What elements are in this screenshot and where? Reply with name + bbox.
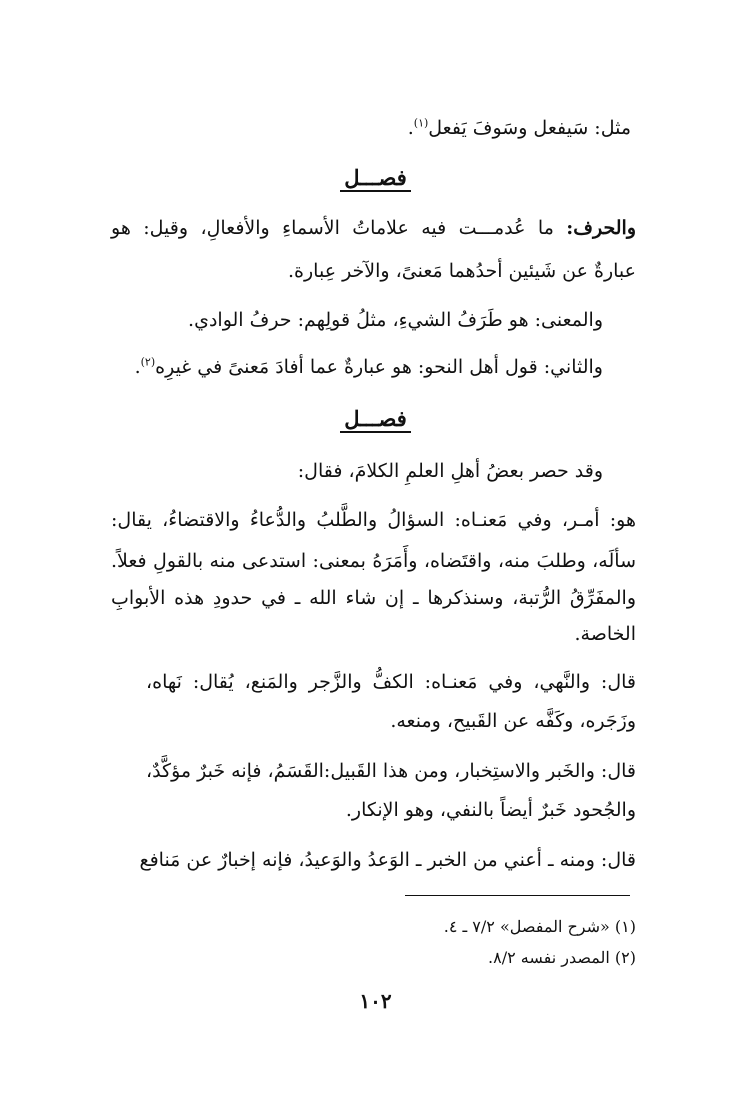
para-khabar-line-2: والجُحود خَبرٌ أيضاً بالنفي، وهو الإنكار.	[345, 799, 636, 821]
footnote-2: (٢) المصدر نفسه ٨/٢.	[488, 948, 636, 967]
footnote-1: (١) «شرح المفصل» ٧/٢ ـ ٤.	[443, 917, 636, 936]
para-harf-line-1	[111, 213, 636, 243]
para-khabar-line-1: قال: والخَبر والاستِخبار، ومن هذا القَبيل:القَسَمُ، فإنه خَبرٌ مؤكَّدٌ،	[145, 760, 636, 782]
para-nahy-line-2: وزَجَره، وكَفَّه عن القَبيح، ومنعه.	[390, 710, 636, 732]
para-amr-line-4: الخاصة.	[574, 623, 636, 645]
para-harf-line-2: عبارةٌ عن شَيئين أحدُهما مَعنىً، والآخر عِبارة.	[288, 260, 636, 282]
section-heading-1: فصـــل	[0, 163, 751, 193]
para-intro: وقد حصر بعضُ أهلِ العلمِ الكلامَ، فقال:	[297, 460, 603, 482]
example-end: .	[407, 117, 414, 139]
para-harf-text-1: ما عُدمـــت فيه علاماتُ الأسماءِ والأفعالِ، وقيل: هو	[111, 217, 567, 239]
line-example	[408, 113, 631, 143]
footnote-ref-1[interactable]: (١)	[413, 116, 429, 130]
section-heading-2: فصـــل	[0, 404, 751, 434]
para-meaning: والمعنى: هو طَرَفُ الشيءِ، مثلُ قولِهم: حرفُ الوادي.	[188, 309, 603, 331]
footnote-ref-2[interactable]: (٢)	[140, 355, 156, 369]
term-harf: والحرف:	[566, 217, 636, 239]
para-amr-line-1: هو: أمـر، وفي مَعنـاه: السؤالُ والطَّلبُ والدُّعاءُ والاقتضاءُ، يقال:	[111, 509, 636, 531]
example-text: مثل: سَيفعل وسَوفَ يَفعل	[428, 117, 631, 139]
para-nahy-line-1: قال: والنَّهي، وفي مَعنـاه: الكفُّ والزَّجر والمَنع، يُقال: نَهاه،	[146, 671, 636, 693]
para-wad-line-1: قال: ومنه ـ أعني من الخبر ـ الوَعدُ والوَعيدُ، فإنه إخبارٌ عن مَنافع	[139, 849, 636, 871]
footnote-divider	[405, 895, 630, 896]
para-second: والثاني: قول أهل النحو: هو عبارةٌ عما أفادَ مَعنىً في غيرِه$^{(٢)}$.	[134, 355, 603, 378]
para-amr-line-3: والمفَرِّقُ الرُّتبة، وسنذكرها ـ إن شاء الله ـ في حدودِ هذه الأبوابِ	[111, 587, 636, 609]
para-amr-line-2: سألَه، وطلبَ منه، واقتَضاه، وأَمَرَهُ بمعنى: استدعى منه بالقولِ فعلاً.	[111, 550, 636, 572]
page-number: ١٠٢	[359, 989, 392, 1013]
